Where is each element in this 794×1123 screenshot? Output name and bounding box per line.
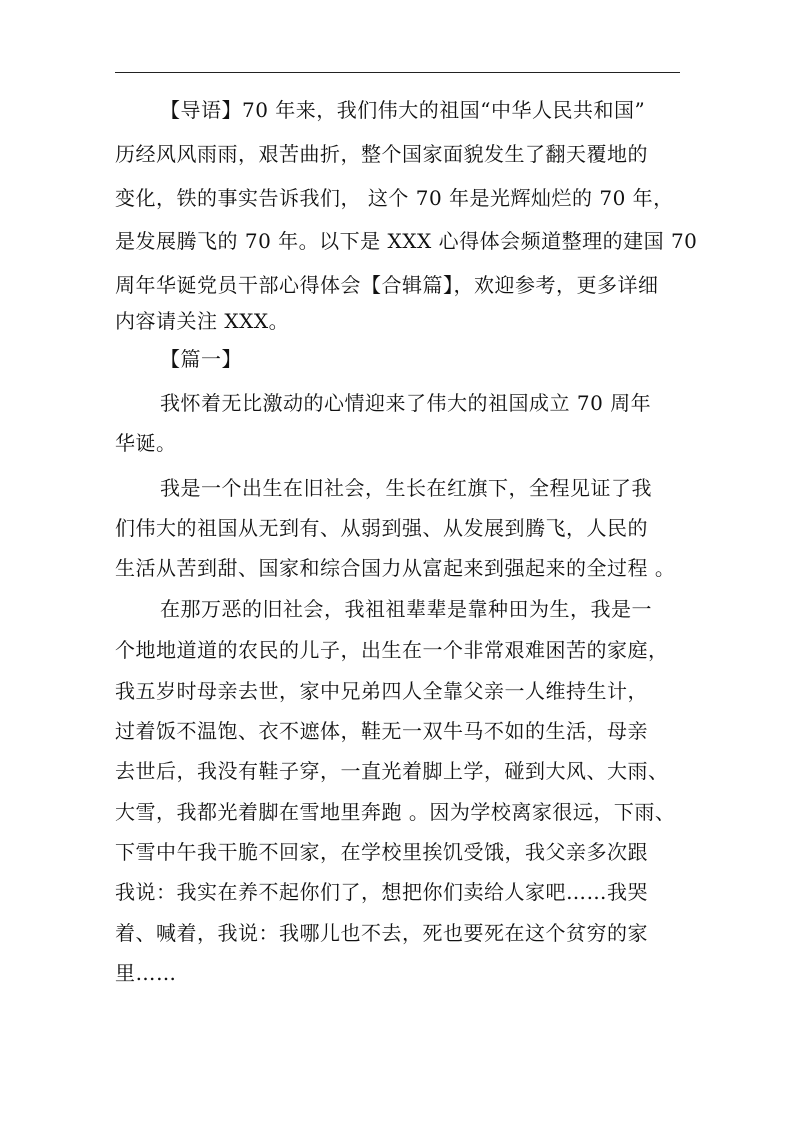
paragraph-line: 我说：我实在养不起你们了，想把你们卖给人家吧……我哭: [115, 880, 648, 904]
paragraph-line: 去世后，我没有鞋子穿，一直光着脚上学，碰到大风、大雨、: [115, 759, 669, 783]
paragraph-line: 着、喊着，我说：我哪儿也不去，死也要死在这个贫穷的家: [115, 921, 648, 945]
paragraph-line: 过着饭不温饱、衣不遮体，鞋无一双牛马不如的生活，母亲: [115, 719, 648, 743]
paragraph-line: 在那万恶的旧社会，我祖祖辈辈是靠种田为生，我是一: [160, 597, 652, 621]
paragraph-line: 我是一个出生在旧社会，生长在红旗下，全程见证了我: [160, 476, 652, 500]
intro-line-5: 周年华诞党员干部心得体会【合辑篇】，欢迎参考，更多详细: [115, 273, 659, 297]
intro-line-1: 【导语】70 年来，我们伟大的祖国“中华人民共和国”: [160, 98, 646, 122]
paragraph-line: 大雪，我都光着脚在雪地里奔跑 。因为学校离家很远，下雨、: [115, 800, 676, 824]
intro-line-6: 内容请关注 XXX。: [115, 309, 290, 333]
paragraph-line: 生活从苦到甜、国家和综合国力从富起来到强起来的全过程 。: [115, 556, 676, 580]
paragraph-line: 下雪中午我干脆不回家，在学校里挨饥受饿，我父亲多次跟: [115, 840, 648, 864]
paragraph-line: 个地地道道的农民的儿子，出生在一个非常艰难困苦的家庭，: [115, 638, 669, 662]
paragraph-line: 里……: [115, 961, 177, 985]
intro-line-4: 是发展腾飞的 70 年。以下是 XXX 心得体会频道整理的建国 70: [115, 229, 698, 253]
section-heading: 【篇一】: [160, 347, 242, 371]
intro-line-3: 变化，铁的事实告诉我们， 这个 70 年是光辉灿烂的 70 年，: [115, 186, 674, 210]
paragraph-line: 们伟大的祖国从无到有、从弱到强、从发展到腾飞，人民的: [115, 516, 648, 540]
paragraph-line: 我五岁时母亲去世，家中兄弟四人全靠父亲一人维持生计，: [115, 679, 648, 703]
intro-line-2: 历经风风雨雨，艰苦曲折，整个国家面貌发生了翻天覆地的: [115, 142, 648, 166]
paragraph-line: 我怀着无比激动的心情迎来了伟大的祖国成立 70 周年: [160, 391, 652, 415]
header-rule: [115, 72, 680, 73]
paragraph-line: 华诞。: [115, 431, 177, 455]
